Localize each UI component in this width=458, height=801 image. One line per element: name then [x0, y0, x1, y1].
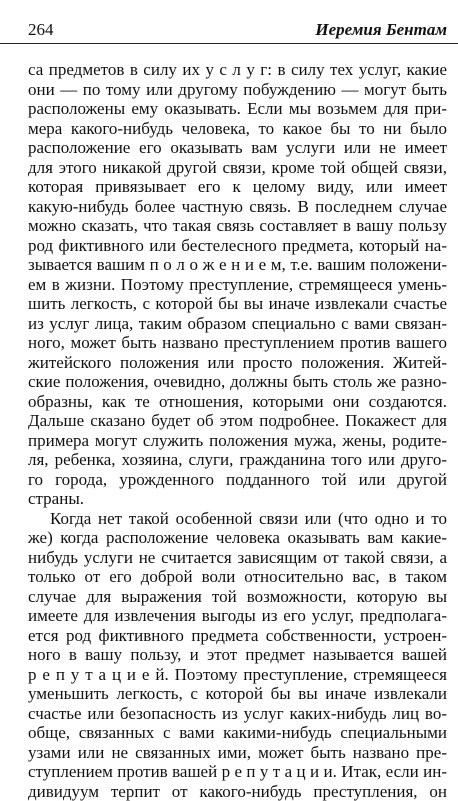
- text-line: какую-нибудь более частную связь. В последнем случае: [28, 197, 447, 217]
- text-line: расположение его оказывать вам услуги или не имеет: [28, 138, 447, 158]
- text-line: можно сказать, что такая связь составляет в вашу пользу: [28, 216, 447, 236]
- text-line: для этого никакой другой связи, кроме той общей связи,: [28, 158, 447, 178]
- text-line: ем в жизни. Поэтому преступление, стремящееся умень-: [28, 275, 447, 295]
- text-line: ступлением против вашей р е п у т а ц и и. Итак, если ин-: [28, 762, 447, 782]
- text-line: Когда нет такой особенной связи или (что одно и то: [28, 509, 447, 529]
- text-line: образны, как те отношения, которыми они создаются.: [28, 392, 447, 412]
- text-line: имеете для извлечения выгоды из его услуг, предполага-: [28, 606, 447, 626]
- text-line: обще, связанных с вами какими-нибудь специальными: [28, 723, 447, 743]
- text-line: которая привязывает его к целому виду, или имеет: [28, 177, 447, 197]
- text-line: примера могут служить положения мужа, жены, родите-: [28, 431, 447, 451]
- page-number: 264: [28, 20, 54, 40]
- text-line: ного, может быть названо преступлением против вашего: [28, 333, 447, 353]
- text-line: шить легкость, с которой бы вы иначе извлекали счастье: [28, 294, 447, 314]
- page-header: [0, 18, 458, 44]
- text-line: нибудь услуги не считается зависящим от такой связи, а: [28, 548, 447, 568]
- text-line: мера какого-нибудь человека, то какое бы то ни было: [28, 119, 447, 139]
- text-line: ного в вашу пользу, и этот предмет называется вашей: [28, 645, 447, 665]
- text-line: дивидуум терпит от какого-нибудь преступления, он: [28, 782, 447, 801]
- text-line: р е п у т а ц и е й. Поэтому преступление, стремящееся: [28, 665, 447, 685]
- text-line: расположены ему оказывать. Если мы возьмем для при-: [28, 99, 447, 119]
- text-line: ля, ребенка, хозяина, слуги, гражданина того или друго-: [28, 450, 447, 470]
- text-line: ские положения, очевидно, должны быть столь же разно-: [28, 372, 447, 392]
- text-line: уменьшить легкость, с которой бы вы иначе извлекали: [28, 684, 447, 704]
- text-line: случае для выражения той возможности, которую вы: [28, 587, 447, 607]
- text-line: род фиктивного или бестелесного предмета, который на-: [28, 236, 447, 256]
- text-line: они — по тому или другому побуждению — могут быть: [28, 80, 447, 100]
- text-line: счастье или безопасность из услуг каких-нибудь лиц во-: [28, 704, 447, 724]
- text-line: Дальше сказано будет об этом подробнее. Покажест для: [28, 411, 447, 431]
- text-line: го города, урожденного подданного той или другой: [28, 470, 447, 490]
- text-line: только от его доброй воли относительно вас, в таком: [28, 567, 447, 587]
- text-line: са предметов в силу их у с л у г: в силу тех услуг, какие: [28, 60, 447, 80]
- text-line: зывается вашим п о л о ж е н и е м, т.е. вашим положени-: [28, 255, 447, 275]
- text-line: же) когда расположение человека оказывать вам какие-: [28, 528, 447, 548]
- text-line: ется род фиктивного предмета собственности, устроен-: [28, 626, 447, 646]
- text-line: узами или не связанных ими, может быть названо пре-: [28, 743, 447, 763]
- text-line: житейского положения или просто положения. Житей-: [28, 353, 447, 373]
- text-line: страны.: [28, 489, 447, 509]
- running-title: Иеремия Бентам: [315, 20, 447, 40]
- text-line: из услуг лица, таким образом специально с вами связан-: [28, 314, 447, 334]
- body-text: [28, 60, 447, 801]
